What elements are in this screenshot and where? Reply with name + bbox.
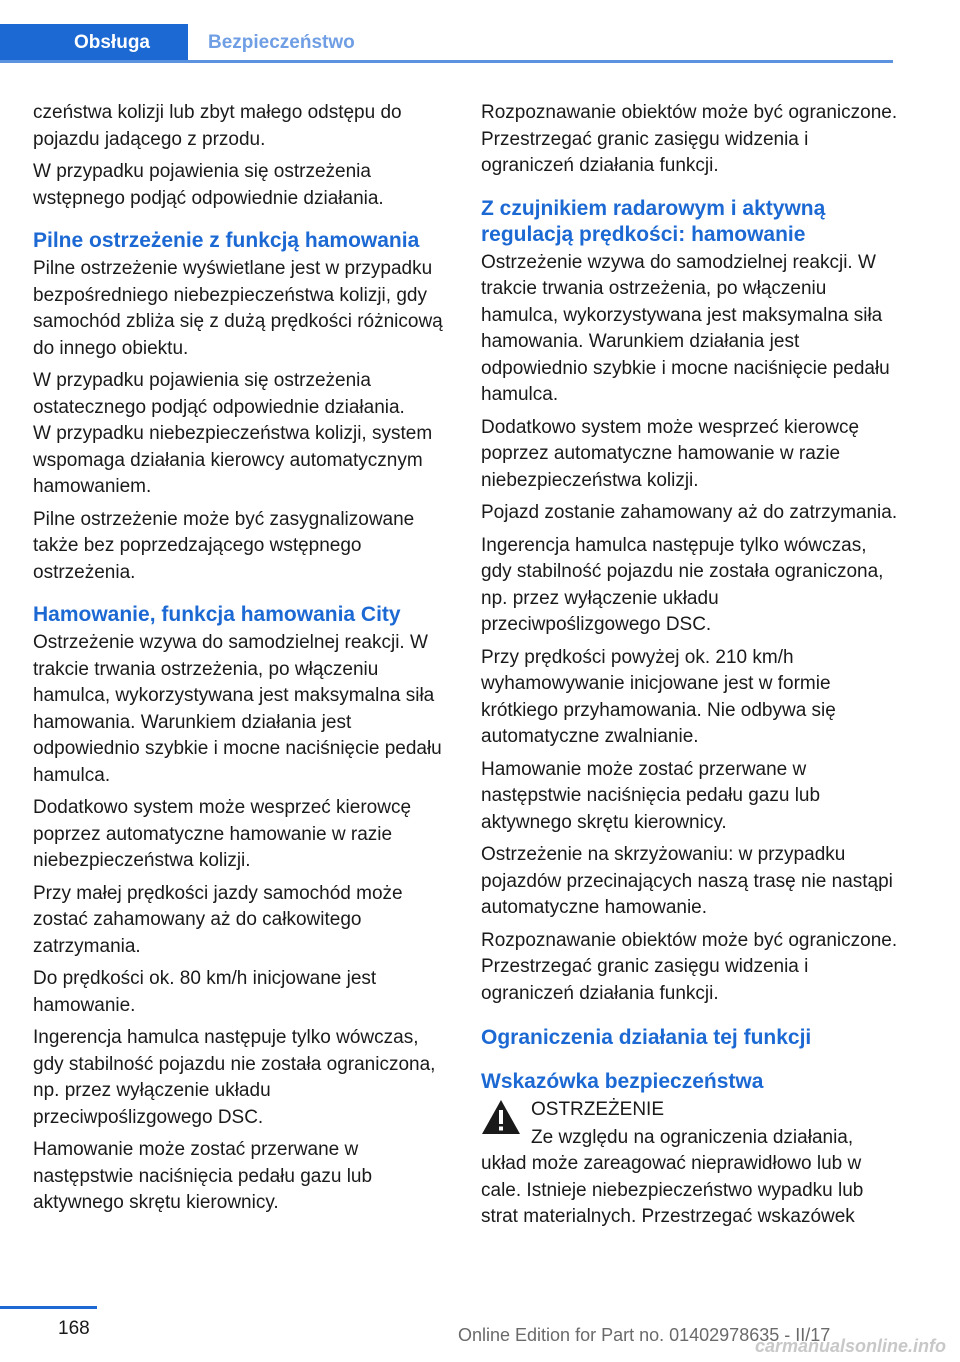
paragraph: Ostrzeżenie na skrzyżowaniu: w przypadku pojazdów przecinających naszą trasę nie nastąpi automatyczne hamowanie. <box>481 844 893 918</box>
paragraph: Ostrzeżenie wzywa do samodzielnej reakcji. W trakcie trwania ostrzeżenia, po włączeniu hamulca, wykorzystywana jest maksymalna siła hamowania. Warunkiem działania jest odpowiednio szybkie i mocne naciśnięcie pedału hamulca. <box>33 632 442 786</box>
paragraph: Do prędkości ok. 80 km/h inicjowane jest hamowanie. <box>33 968 377 1016</box>
header-rule <box>0 60 893 63</box>
paragraph: Ostrzeżenie wzywa do samodzielnej reakcji. W trakcie trwania ostrzeżenia, po włączeniu hamulca, wykorzystywana jest maksymalna siła hamowania. Warunkiem działania jest odpowiednio szybkie i mocne naciśnięcie pedału hamulca. <box>481 251 890 405</box>
paragraph: Przy prędkości powyżej ok. 210 km/h wyhamowywanie inicjowane jest w formie krótkiego przyhamowania. Nie odbywa się automatyczne zwalnianie. <box>481 646 836 747</box>
warning-triangle-icon <box>481 1099 521 1135</box>
warning-title: OSTRZEŻENIE <box>531 1099 665 1120</box>
paragraph: Przy małej prędkości jazdy samochód może zostać zahamowany aż do całkowitego zatrzymania. <box>33 882 403 957</box>
paragraph: Dodatkowo system może wesprzeć kierowcę poprzez automatyczne hamowanie w razie niebezpieczeństwa kolizji. <box>481 416 860 491</box>
right-column <box>481 100 901 1237</box>
header-tabs <box>0 24 373 62</box>
footer-rule <box>0 1306 97 1309</box>
warning-text: Ze względu na ograniczenia działania, układ może zareagować nieprawidłowo lub w cale. Istnieje niebezpieczeństwo wypadku lub strat materialnych. Przestrzegać wskazówek <box>481 1126 864 1227</box>
paragraph: Hamowanie może zostać przerwane w następstwie naciśnięcia pedału gazu lub aktywnego skrętu kierownicy. <box>33 1139 373 1213</box>
section-heading: Wskazówka bezpieczeństwa <box>481 1070 764 1093</box>
tab-obsluga[interactable]: Obsługa <box>0 24 188 62</box>
paragraph: Pilne ostrzeżenie może być zasygnalizowane także bez poprzedzającego wstępnego ostrzeżenia. <box>33 508 415 583</box>
paragraph: Ingerencja hamulca następuje tylko wówczas, gdy stabilność pojazdu nie została ograniczona, np. przez wyłączenie układu przeciwpoślizgowego DSC. <box>33 1027 436 1128</box>
paragraph: Rozpoznawanie obiektów może być ograniczone. Przestrzegać granic zasięgu widzenia i ograniczeń działania funkcji. <box>481 929 898 1004</box>
paragraph: Pilne ostrzeżenie wyświetlane jest w przypadku bezpośredniego niebezpieczeństwa kolizji, gdy samochód zbliża się z dużą prędkości różnicową do innego obiektu. <box>33 258 443 359</box>
section-heading: Hamowanie, funkcja hamowania City <box>33 603 401 626</box>
page-number: 168 <box>58 1318 90 1339</box>
warning-block <box>481 1097 901 1124</box>
paragraph: W przypadku pojawienia się ostrzeżenia ostatecznego podjąć odpowiednie działania. <box>33 370 405 418</box>
tab-bezpieczenstwo[interactable]: Bezpieczeństwo <box>188 24 373 62</box>
watermark: carmanualsonline.info <box>754 1336 946 1356</box>
paragraph: Hamowanie może zostać przerwane w następstwie naciśnięcia pedału gazu lub aktywnego skrętu kierownicy. <box>481 758 821 833</box>
left-column <box>33 100 451 1223</box>
paragraph: W przypadku niebezpieczeństwa kolizji, system wspomaga działania kierowcy automatycznym hamowaniem. <box>33 423 433 497</box>
paragraph: W przypadku pojawienia się ostrzeżenia wstępnego podjąć odpowiednie działania. <box>33 161 384 209</box>
paragraph: Dodatkowo system może wesprzeć kierowcę poprzez automatyczne hamowanie w razie niebezpieczeństwa kolizji. <box>33 797 412 871</box>
section-heading: Pilne ostrzeżenie z funkcją hamowania <box>33 229 420 252</box>
paragraph: Rozpoznawanie obiektów może być ograniczone. Przestrzegać granic zasięgu widzenia i ograniczeń działania funkcji. <box>481 102 898 176</box>
section-heading: Ograniczenia działania tej funkcji <box>481 1026 812 1049</box>
paragraph: czeństwa kolizji lub zbyt małego odstępu do pojazdu jadącego z przodu. <box>33 102 402 150</box>
paragraph: Ingerencja hamulca następuje tylko wówczas, gdy stabilność pojazdu nie została ograniczona, np. przez wyłączenie układu przeciwpoślizgowego DSC. <box>481 534 884 635</box>
section-heading: Z czujnikiem radarowym i aktywną regulacją prędkości: hamowanie <box>481 196 826 246</box>
edition-note: Online Edition for Part no. 01402978635 - II/17 <box>458 1325 831 1345</box>
paragraph: Pojazd zostanie zahamowany aż do zatrzymania. <box>481 502 898 523</box>
